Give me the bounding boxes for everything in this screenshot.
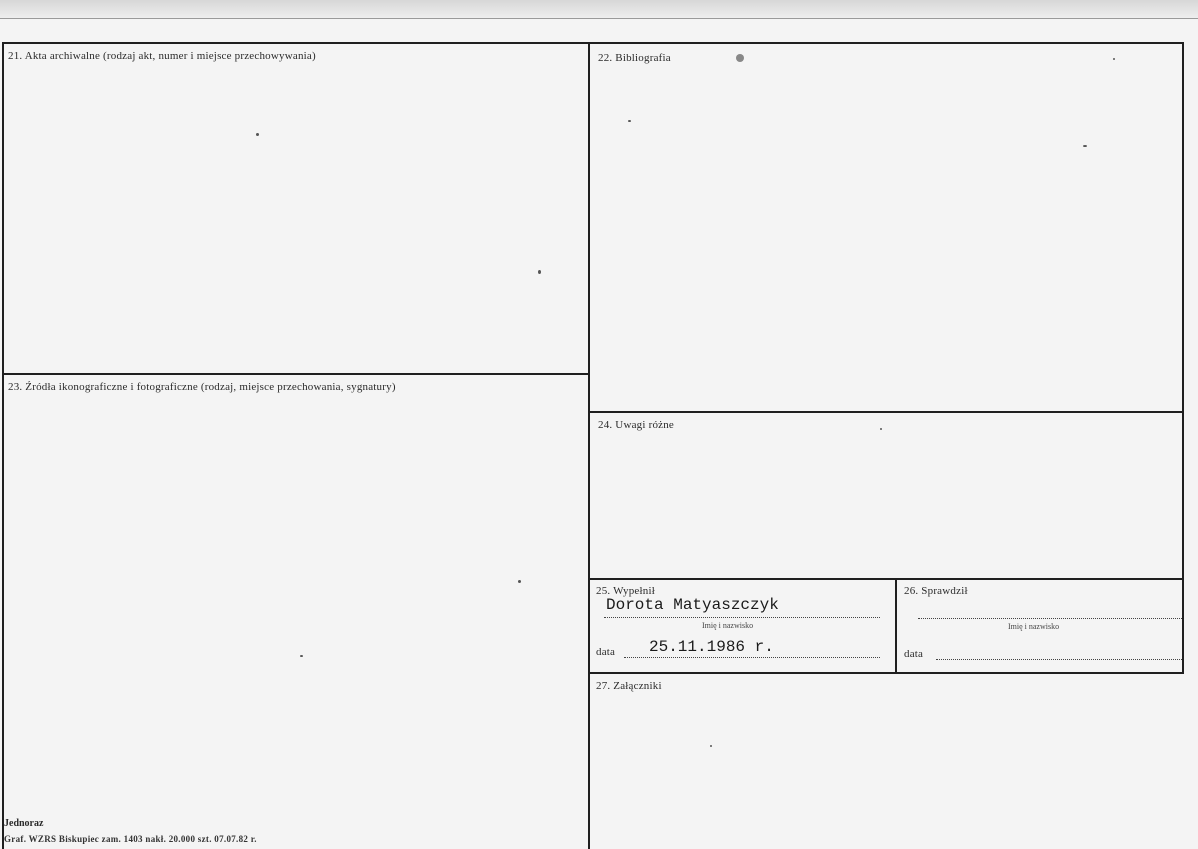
field-27-label: 27. Załączniki: [596, 680, 662, 692]
left-frame-line: [2, 42, 4, 849]
filled-by-date-line: [624, 657, 880, 658]
scan-speck: [300, 655, 303, 657]
scan-speck: [628, 120, 631, 122]
footer-line-1: Jednoraz: [4, 818, 44, 829]
filled-by-date-label: data: [596, 646, 616, 658]
top-frame-line: [4, 42, 1184, 44]
scan-speck: [736, 54, 744, 62]
scan-speck: [538, 270, 541, 274]
field-23-label: 23. Źródła ikonograficzne i fotograficzne (rodzaj, miejsce przechowania, sygnatury): [8, 381, 396, 393]
divider-24-25: [590, 578, 1184, 580]
checked-by-name-line: [918, 618, 1182, 619]
divider-22-24: [590, 411, 1184, 413]
field-26-label: 26. Sprawdził: [904, 585, 968, 597]
filled-by-name-line: [604, 617, 880, 618]
divider-25-26: [895, 578, 897, 672]
filled-by-name-caption: Imię i nazwisko: [702, 621, 754, 630]
center-divider-line: [588, 42, 590, 849]
scan-speck: [256, 133, 259, 136]
divider-21-23: [4, 373, 588, 375]
scan-speck: [710, 745, 712, 747]
field-22-label: 22. Bibliografia: [598, 52, 671, 64]
footer-printer-note: Graf. WZRS Biskupiec zam. 1403 nakł. 20.000 szt. 07.07.82 r.: [4, 834, 257, 844]
divider-25-27: [590, 672, 1184, 674]
filled-by-name: Dorota Matyaszczyk: [606, 596, 779, 614]
checked-by-date-line: [936, 659, 1182, 660]
scan-speck: [1113, 58, 1115, 60]
checked-by-date-label: data: [904, 648, 924, 660]
field-21-label: 21. Akta archiwalne (rodzaj akt, numer i miejsce przechowywania): [8, 50, 316, 62]
scan-speck: [1083, 145, 1087, 147]
top-edge-strip: [0, 0, 1198, 19]
scan-speck: [518, 580, 521, 583]
filled-by-date: 25.11.1986 r.: [649, 638, 774, 656]
field-25-label: 25. Wypełnił: [596, 585, 655, 597]
scan-speck: [880, 428, 882, 430]
field-24-label: 24. Uwagi różne: [598, 419, 675, 431]
checked-by-name-caption: Imię i nazwisko: [1008, 622, 1060, 631]
